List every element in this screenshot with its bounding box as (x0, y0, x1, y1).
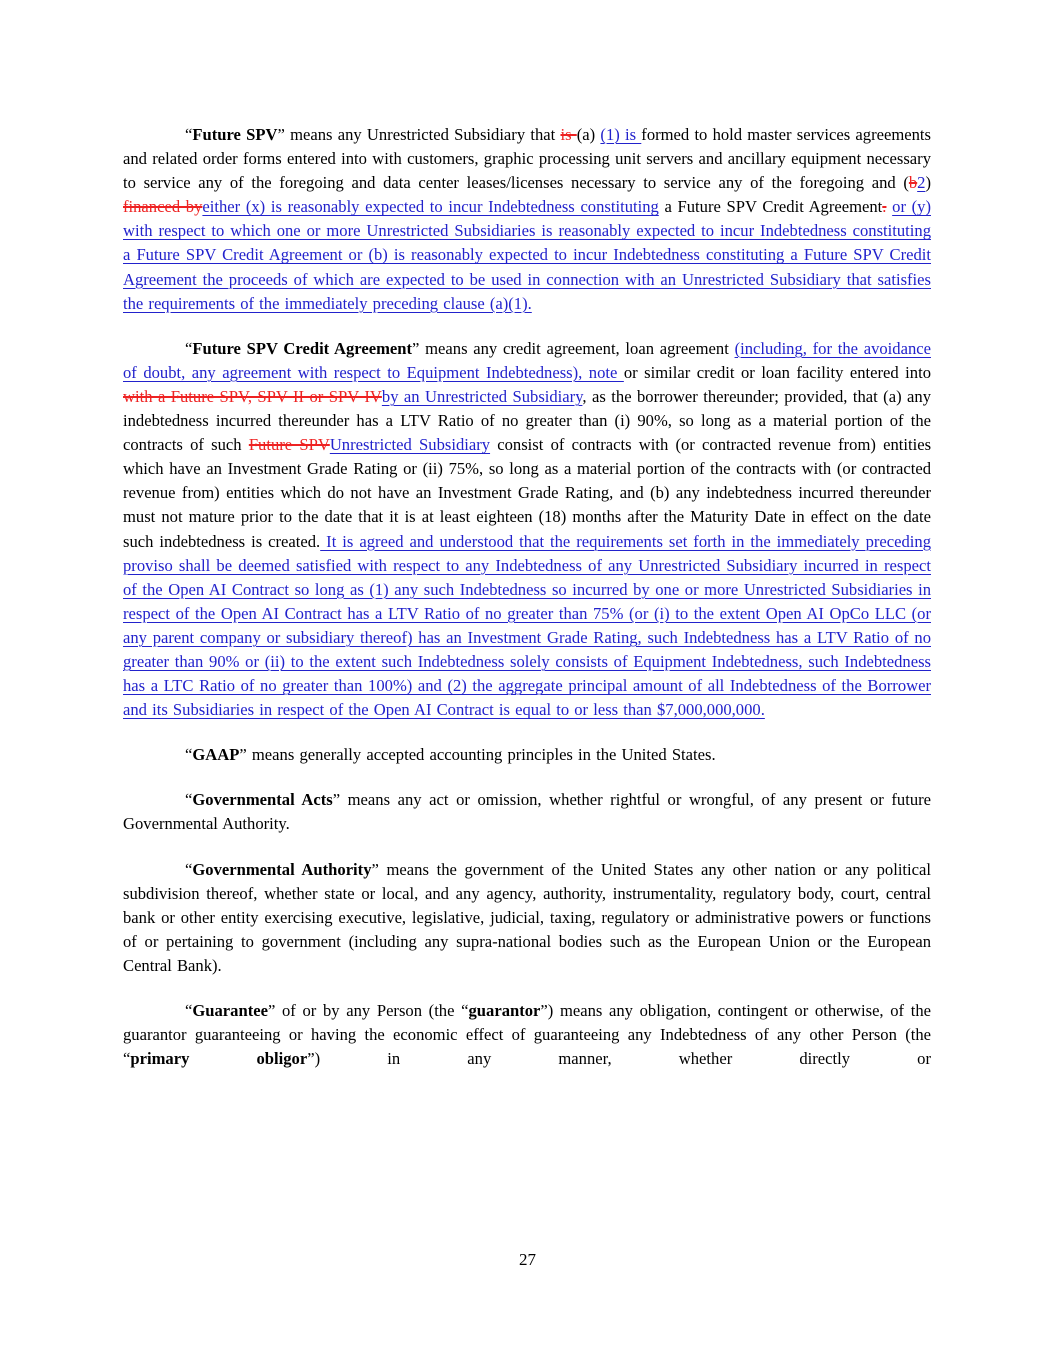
text-run: formed to hold master services agreements and related order forms entered into with customers, graphic processing unit servers and ancillary equipment necessary to service any of the foregoing and data center leases/licenses necessary to service any of the foregoing and ( (123, 125, 931, 193)
defined-term: Governmental Acts (192, 790, 333, 810)
defined-term: Governmental Authority (192, 859, 372, 879)
definition-future-spv-credit-agreement (123, 337, 931, 723)
page-number: 27 (519, 1250, 536, 1269)
defined-term: Future SPV (192, 125, 278, 144)
text-run: or similar credit or loan facility entered into (623, 362, 931, 382)
definition-future-spv (123, 123, 931, 316)
inserted-text: by an Unrestricted Subsidiary (381, 386, 583, 406)
defined-term: GAAP (192, 745, 240, 765)
inserted-text: It is agreed and understood that the requirements set forth in the immediately preceding proviso shall be deemed satisfied with respect to any Indebtedness of any Unrestricted Subsidiary incurred in respect of the Open AI Contract so long as (1) any such Indebtedness so incurred by one or more Unrestricted Subsidiaries in respect of the Open AI Contract has a LTV Ratio of no greater than 75% (or (i) to the extent Open AI OpCo LLC (or any parent company or subsidiary thereof) has an Investment Grade Rating, such Indebtedness has a LTV Ratio of no greater than 90% or (ii) to the extent such Indebtedness solely consists of Equipment Indebtedness, such Indebtedness has a LTC Ratio of no greater than 100%) and (2) the aggregate principal amount of all Indebtedness of the Borrower and its Subsidiaries in respect of the Open AI Contract is equal to or less than $7,000,000,000. (123, 531, 931, 720)
definition-governmental-acts (123, 788, 931, 836)
inserted-text: either (x) is reasonably expected to incur Indebtedness constituting (202, 197, 659, 217)
text-run: (a) (576, 125, 601, 144)
defined-term: primary obligor (130, 1049, 308, 1069)
text-run: ” of or by any Person (the “ (267, 1001, 469, 1020)
deleted-text: financed by (123, 197, 203, 217)
text-run: “ (185, 338, 193, 358)
text-run: “ (185, 1001, 193, 1020)
inserted-text: 2 (917, 173, 926, 193)
deleted-text: Future SPV (248, 435, 330, 455)
defined-term: Guarantee (192, 1001, 268, 1020)
document-body (123, 123, 931, 1092)
text-run: “ (185, 790, 193, 810)
text-run: “ (185, 745, 193, 765)
definition-guarantee (123, 999, 931, 1071)
deleted-text: with a Future SPV, SPV II or SPV IV (123, 386, 382, 406)
inserted-text: or (y) with respect to which one or more Unrestricted Subsidiaries is reasonably expected to incur Indebtedness constituting a Future SPV Credit Agreement or (b) is reasonably expected to incur Indebtedness constituting a Future SPV Credit Agreement the proceeds of which are expected to be used in connection with an Unrestricted Subsidiary that satisfies the requirements of the immediately preceding clause (a)(1). (123, 197, 931, 313)
text-run: a Future SPV Credit Agreement (658, 197, 883, 217)
text-run: ” means any act or omission, whether rightful or wrongful, of any present or future Governmental Authority. (123, 790, 932, 834)
text-run: ”) in any manner, whether directly or (307, 1049, 932, 1069)
text-run: ) (925, 173, 931, 193)
text-run: “ (185, 859, 193, 879)
text-run: , as the borrower thereunder; provided, that (a) any indebtedness incurred thereunder has a LTV Ratio of no greater than (i) 90%, so long as a material portion of the contracts of such (123, 386, 932, 455)
deleted-text: is (560, 125, 577, 144)
deleted-text: b (908, 173, 918, 193)
deleted-text: . (882, 197, 887, 217)
text-run: consist of contracts with (or contracted revenue from) entities which have an Investment Grade Rating or (ii) 75%, so long as a material portion of the contracts with (or contracted revenue from) entities which do not have an Investment Grade Rating, and (b) any indebtedness incurred thereunder must not mature prior to the date that it is at least eighteen (18) months after the Maturity Date in effect on the date such indebtedness is created. (123, 435, 932, 551)
inserted-text: Unrestricted Subsidiary (329, 435, 491, 455)
inserted-text: (including, for the avoidance of doubt, any agreement with respect to Equipment Indebtedness), note (123, 338, 931, 382)
text-run: “ (185, 125, 193, 144)
text-run: ” means any Unrestricted Subsidiary that (277, 125, 561, 144)
definition-governmental-authority (123, 858, 931, 978)
text-run: ” means any credit agreement, loan agreement (412, 338, 735, 358)
defined-term: guarantor (468, 1001, 541, 1020)
definition-gaap (123, 743, 931, 767)
text-run: ”) means any obligation, contingent or otherwise, of the guarantor guaranteeing or having the economic effect of guaranteeing any Indebtedness of any other Person (the “ (123, 1001, 931, 1069)
inserted-text: (1) is (600, 125, 642, 144)
text-run: ” means the government of the United States any other nation or any political subdivision thereof, whether state or local, and any agency, authority, instrumentality, regulatory body, court, central bank or other entity exercising executive, legislative, judicial, taxing, regulatory or administrative powers or functions of or pertaining to government (including any supra-national bodies such as the European Union or the European Central Bank). (123, 859, 931, 975)
text-run: ” means generally accepted accounting principles in the United States. (239, 745, 716, 765)
defined-term: Future SPV Credit Agreement (192, 338, 413, 358)
